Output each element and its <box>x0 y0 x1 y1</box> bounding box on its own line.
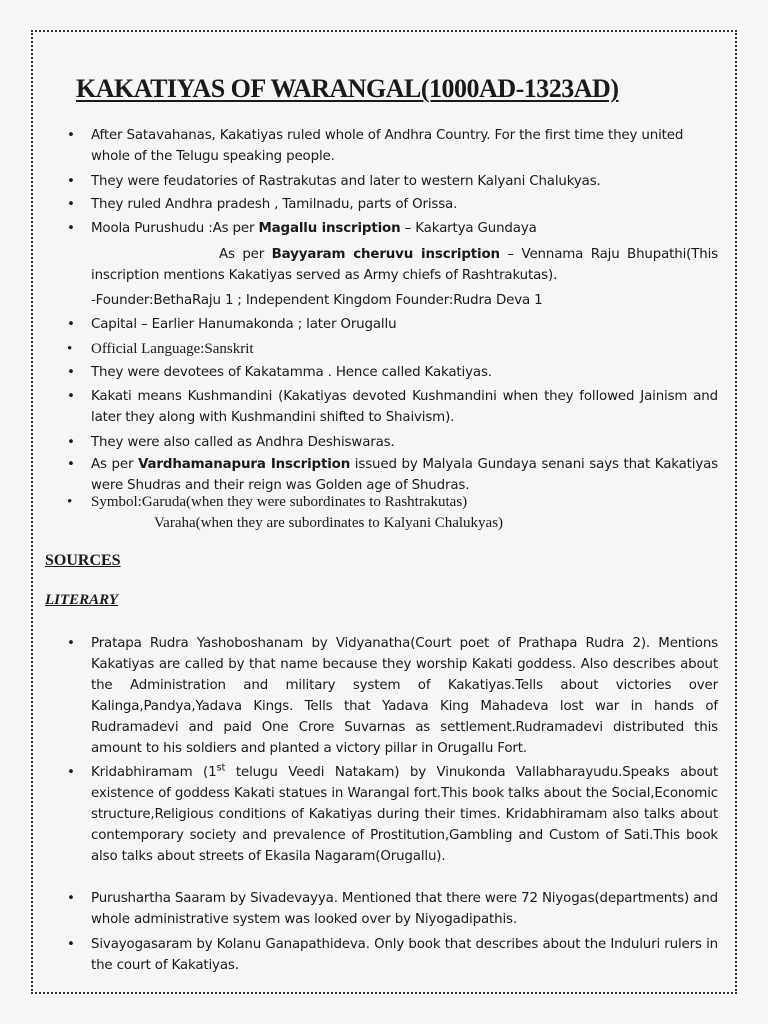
sources-heading: SOURCES <box>45 552 121 569</box>
bullet-text: Capital – Earlier Hanumakonda ; later Orugallu <box>91 317 397 332</box>
literary-kridabhiramam <box>91 762 718 867</box>
inscription-name: Vardhamanapura Inscription <box>138 457 351 472</box>
literary-sivayogasaram <box>91 934 718 976</box>
founder-line: -Founder:BethaRaju 1 ; Independent Kingdom Founder:Rudra Deva 1 <box>91 293 543 308</box>
symbol-varaha: Varaha(when they are subordinates to Kalyani Chalukyas) <box>154 515 504 531</box>
note-text: – Vennama Raju Bhupathi(This <box>499 247 718 262</box>
bullet-official-language <box>91 339 718 360</box>
bullet-vardhamanapura <box>91 454 718 496</box>
bullet-text: They ruled Andhra pradesh , Tamilnadu, parts of Orissa. <box>91 197 458 212</box>
literary-pratapa-rudra <box>91 633 718 759</box>
bullet-text: – Kakartya Gundaya <box>400 221 537 236</box>
bullet-ruled-regions <box>91 194 718 215</box>
bullet-capital <box>91 314 718 335</box>
bullet-text: issued by Malyala Gundaya senani says that Kakatiyas were Shudras and their reign was Golden age of Shudras. <box>91 457 719 493</box>
inscription-name: Bayyaram cheruvu inscription <box>271 247 500 262</box>
bullet-text: After Satavahanas, Kakatiyas ruled whole of Andhra Country. For the first time they united whole of the Telugu speaking people. <box>91 128 684 164</box>
bullet-kakati-meaning <box>91 386 718 428</box>
bullet-moola-purushudu <box>91 218 718 239</box>
bullet-text: As per <box>91 457 139 472</box>
bullet-text: They were devotees of Kakatamma . Hence called Kakatiyas. <box>91 365 492 380</box>
bullet-text: Pratapa Rudra Yashoboshanam by Vidyanatha(Court poet of Prathapa Rudra 2). Mentions Kakatiyas are called by that name because they worship Kakati goddess. Also describes about the Administration and military system of Kakatiyas.Tells about victories over Kalinga,Pandya,Yadava Kings. Tells that Yadava King Mahadeva lost war in hands of Rudramadevi and paid One Crore Suvarnas as settlement.Rudramadevi distributed this amount to his soldiers and planted a victory pillar in Orugallu Fort. <box>91 636 718 756</box>
literary-heading: LITERARY <box>45 592 119 608</box>
bullet-text: Official Language:Sanskrit <box>91 341 254 357</box>
note-text: As per <box>219 247 272 262</box>
bullet-symbol <box>91 492 718 513</box>
bayyaram-line-1 <box>91 244 718 265</box>
bullet-satavahanas <box>91 125 718 167</box>
bullet-text: Purushartha Saaram by Sivadevayya. Mentioned that there were 72 Niyogas(departments) and whole administrative system was looked over by Niyogadipathis. <box>91 891 718 927</box>
bullet-text: They were feudatories of Rastrakutas and later to western Kalyani Chalukyas. <box>91 174 601 189</box>
bullet-text: telugu Veedi Natakam) by Vinukonda Vallabharayudu.Speaks about existence of goddess Kakati statues in Warangal fort.This book talks about the Social,Economic structure,Religious conditions of Kakatiyas during their times. Kridabhiramam also talks about contemporary society and prevalence of Prostitution,Gambling and Custom of Sati.This book also talks about streets of Ekasila Nagaram(Orugallu). <box>91 765 718 864</box>
bullet-text: Moola Purushudu :As per <box>91 221 259 236</box>
bullet-text: Sivayogasaram by Kolanu Ganapathideva. Only book that describes about the Induluri rulers in the court of Kakatiyas. <box>91 937 718 973</box>
bullet-devotees <box>91 362 718 383</box>
ordinal-suffix: st <box>216 762 226 774</box>
literary-purushartha-saaram <box>91 888 718 930</box>
bullet-deshiswaras <box>91 432 718 453</box>
bayyaram-line-2: inscription mentions Kakatiyas served as Army chiefs of Rashtrakutas). <box>91 268 558 283</box>
bayyaram-inscription-note <box>91 244 718 286</box>
bullet-text: Kakati means Kushmandini (Kakatiyas devoted Kushmandini when they followed Jainism and later they along with Kushmandini shifted to Shaivism). <box>91 389 718 425</box>
inscription-name: Magallu inscription <box>258 221 401 236</box>
document-title: KAKATIYAS OF WARANGAL(1000AD-1323AD) <box>76 74 619 103</box>
bullet-text: Kridabhiramam (1 <box>91 765 217 780</box>
bullet-feudatories <box>91 171 718 192</box>
bullet-text: They were also called as Andhra Deshiswaras. <box>91 435 395 450</box>
bullet-text: Symbol:Garuda(when they were subordinates to Rashtrakutas) <box>91 494 468 510</box>
